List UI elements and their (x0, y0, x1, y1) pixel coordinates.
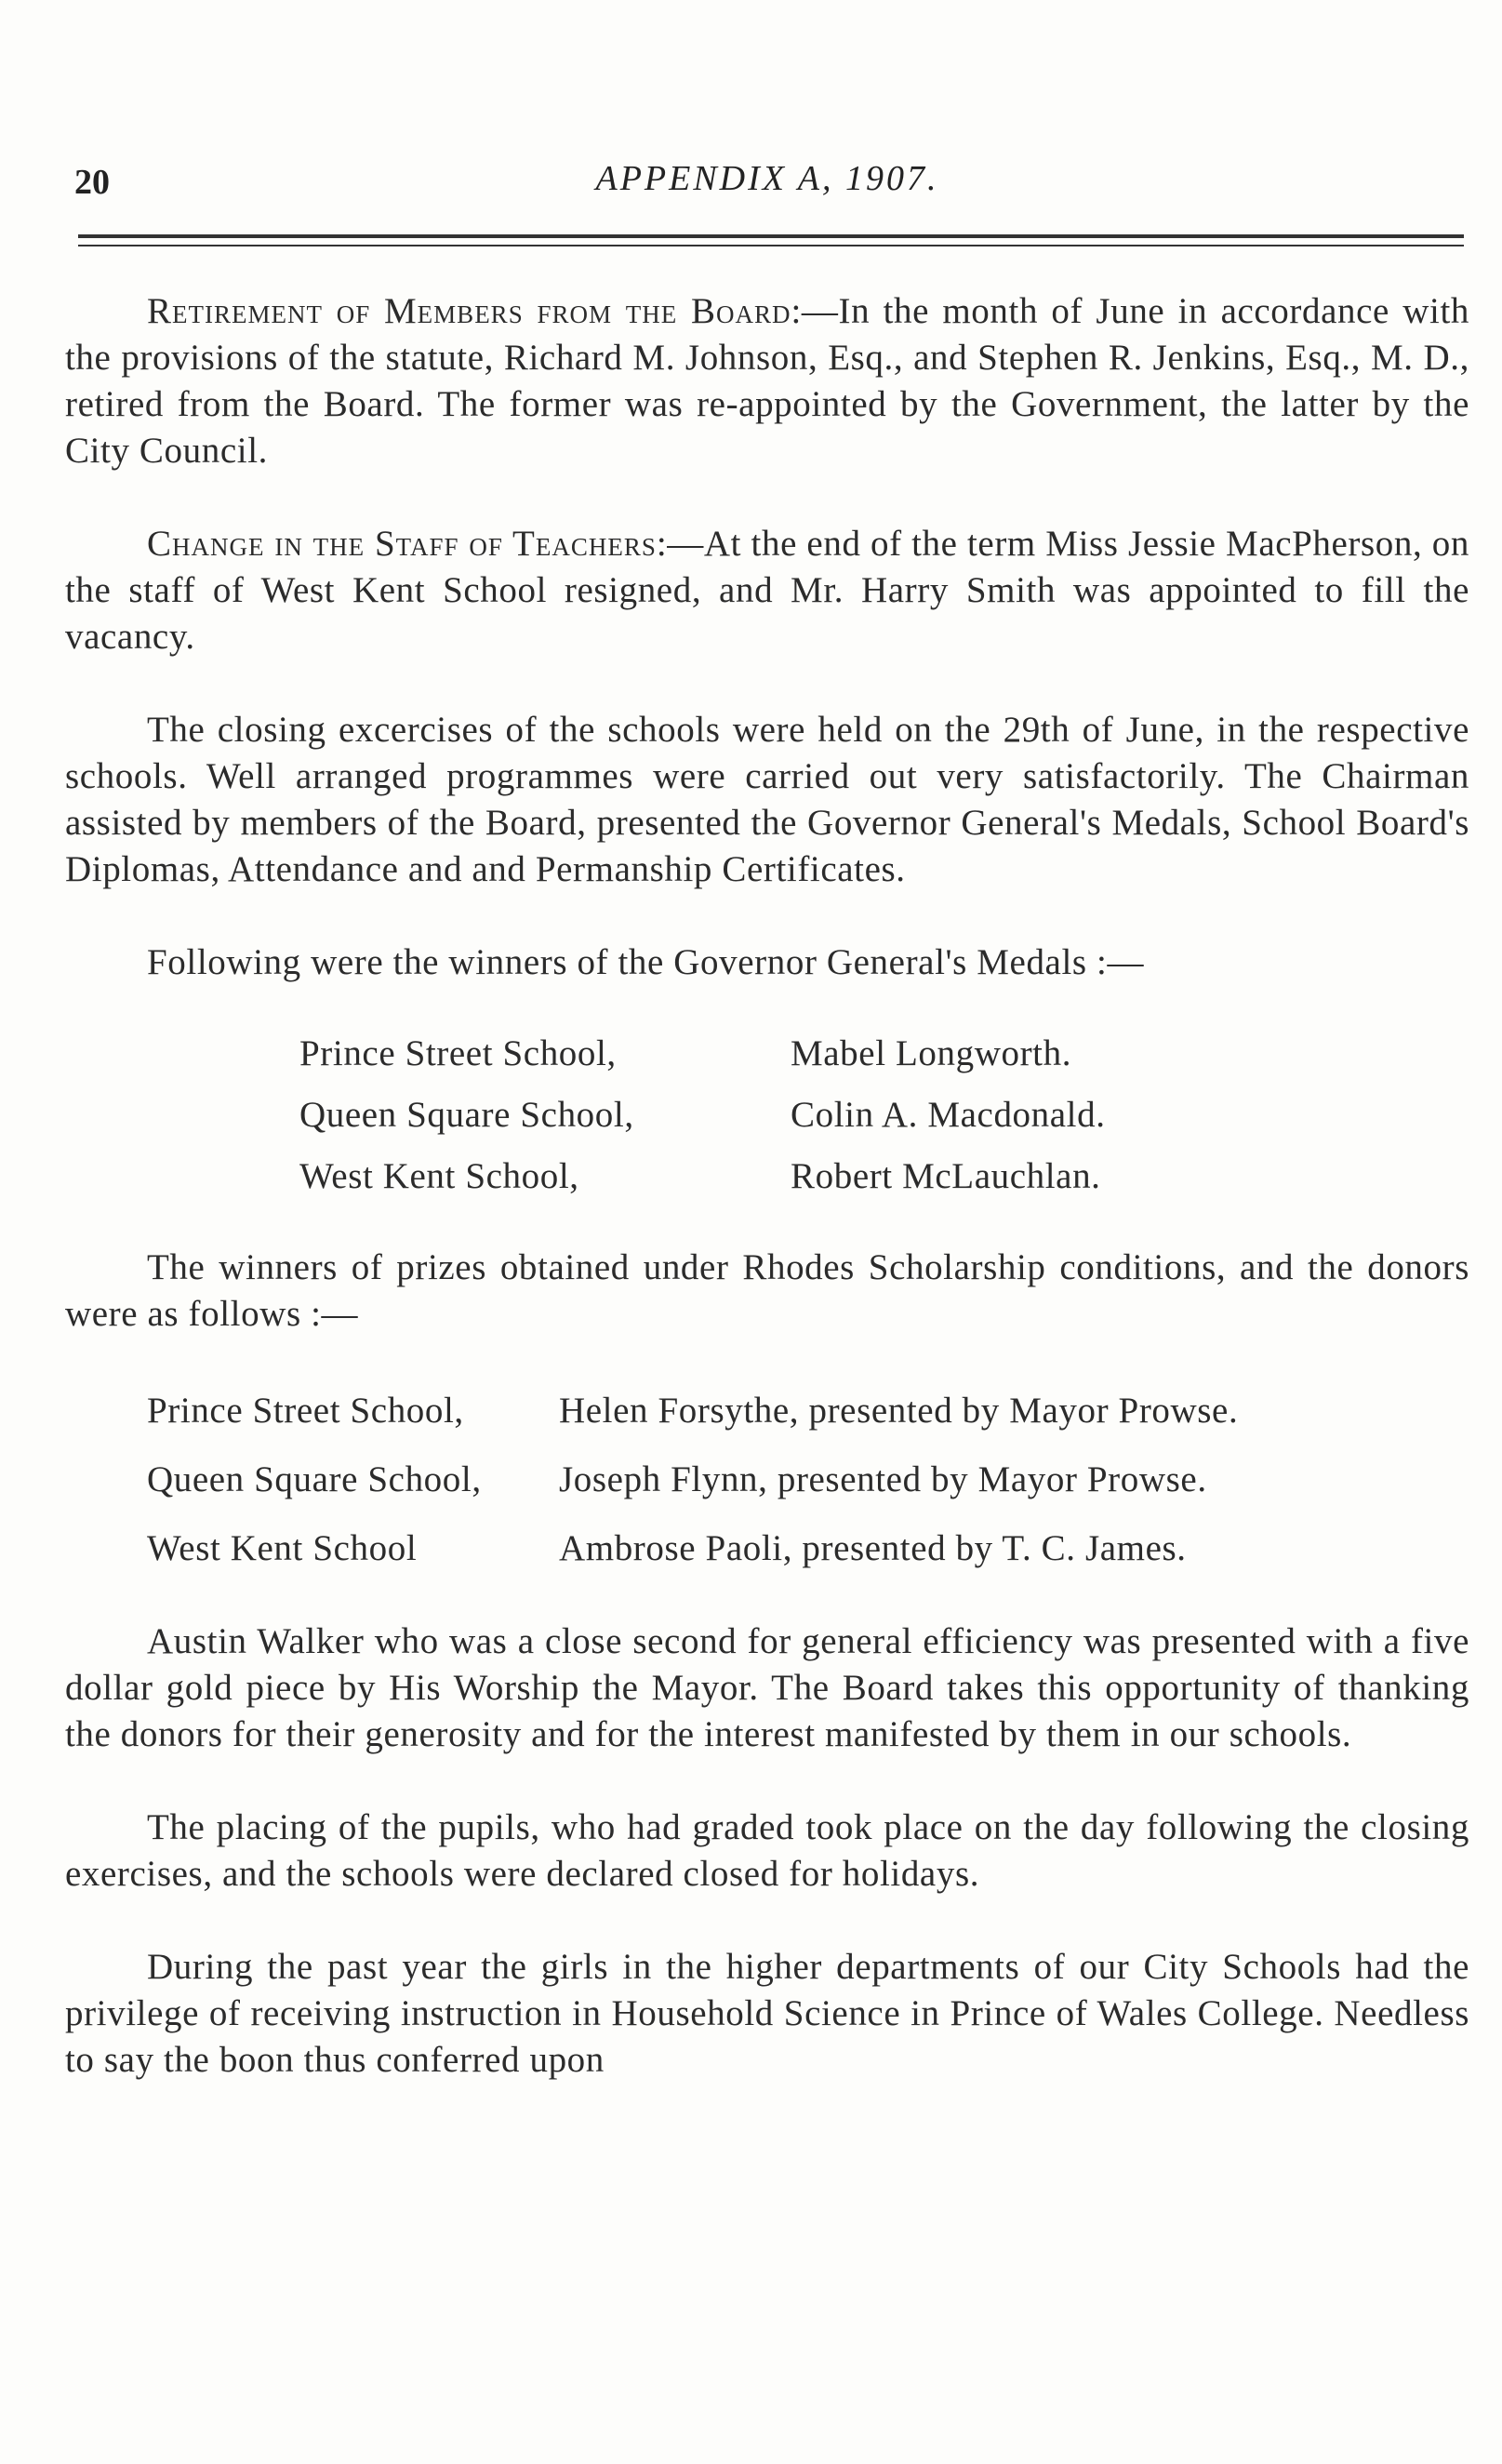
paragraph-placing: The placing of the pupils, who had graded took place on the day following the closing exercises, and the schools were declared closed for holidays. (65, 1807, 1469, 1894)
paragraph-austin-walker: Austin Walker who was a close second for general efficiency was presented with a five dollar gold piece by His Worship the Mayor. The Board takes this opportunity of thanking the donors for their generosity and for the interest manifested by them in our schools. (65, 1621, 1469, 1754)
paragraph-closing: The closing excercises of the schools were held on the 29th of June, in the respective schools. Well arranged programmes were carried out very satisfactorily. The Chairman assisted by members of the Board, presented the Governor General's Medals, School Board's Diplomas, Attendance and and Permanship Certificates. (65, 710, 1469, 889)
paragraph-retirement (65, 288, 1469, 474)
table-row (65, 1377, 1238, 1445)
prize-winner: Joseph Flynn, presented by Mayor Prowse. (559, 1459, 1207, 1499)
medal-winner: Robert McLauchlan. (791, 1156, 1101, 1196)
header-rule-thick (78, 234, 1464, 238)
paragraph-medals-intro: Following were the winners of the Governor General's Medals :— (147, 942, 1145, 982)
staff-body: :—At the end of the term Miss Jessie MacPherson, on the staff of West Kent School resigned, and Mr. Harry Smith was appointed to fill the vacancy. (65, 524, 1469, 657)
prize-school: West Kent School (147, 1528, 418, 1568)
header-rule-thin (78, 245, 1464, 246)
retirement-body: :—In the month of June in accordance with the provisions of the statute, Richard M. Johnson, Esq., and Stephen R. Jenkins, Esq., M. D., retired from the Board. The former was re-appointed by the Government, the latter by the City Council. (65, 291, 1470, 471)
table-row (65, 1023, 1106, 1085)
table-row (65, 1445, 1238, 1514)
medal-winners-table (65, 1023, 1106, 1207)
page-header (74, 158, 1460, 214)
prize-school: Prince Street School, (147, 1391, 464, 1431)
paragraph-rhodes-intro: The winners of prizes obtained under Rhodes Scholarship conditions, and the donors were as follows :— (65, 1247, 1469, 1334)
page-number: 20 (74, 163, 110, 202)
table-row (65, 1514, 1238, 1583)
prize-school: Queen Square School, (147, 1459, 482, 1499)
body-text (65, 288, 1469, 2130)
paragraph-staff-change (65, 521, 1469, 660)
medal-winner: Colin A. Macdonald. (791, 1095, 1106, 1135)
staff-heading: Change in the Staff of Teachers (147, 524, 657, 564)
medal-school: Prince Street School, (299, 1033, 617, 1073)
prize-winner: Ambrose Paoli, presented by T. C. James. (559, 1528, 1187, 1568)
prize-winner: Helen Forsythe, presented by Mayor Prowse. (559, 1391, 1239, 1431)
paragraph-household-science: During the past year the girls in the higher departments of our City Schools had the privilege of receiving instruction in Household Science in Prince of Wales College. Needless to say the boon thus conferred upon (65, 1947, 1469, 2080)
table-row (65, 1085, 1106, 1146)
running-head: APPENDIX A, 1907. (595, 159, 939, 198)
rhodes-prizes-table (65, 1377, 1238, 1583)
retirement-heading: Retirement of Members from the Board (147, 291, 791, 331)
medal-school: Queen Square School, (299, 1095, 634, 1135)
medal-school: West Kent School, (299, 1156, 579, 1196)
table-row (65, 1146, 1106, 1207)
medal-winner: Mabel Longworth. (791, 1033, 1072, 1073)
